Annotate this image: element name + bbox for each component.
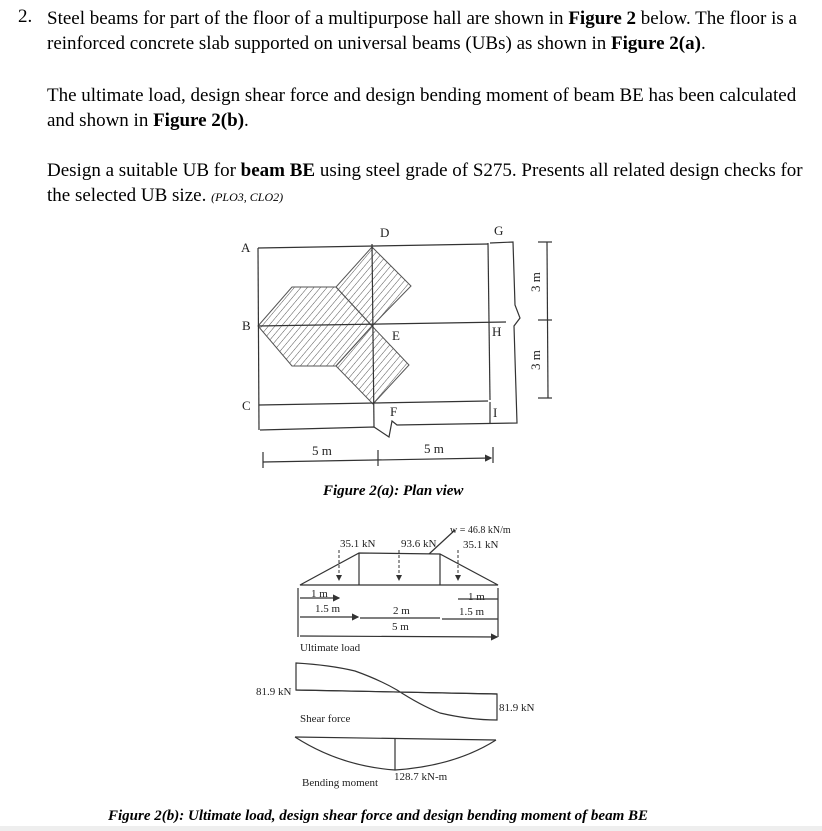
label-I: I <box>493 405 498 420</box>
outcome-codes: (PLO3, CLO2) <box>211 190 284 204</box>
figure-ref: Figure 2(a) <box>611 33 701 54</box>
load-left-label: 35.1 kN <box>340 538 376 550</box>
dim-3m-top: 3 m <box>528 272 543 292</box>
text: Design a suitable UB for <box>47 160 241 181</box>
label-F: F <box>390 404 398 419</box>
plan-view <box>241 223 552 499</box>
dim-5m: 5 m <box>392 621 409 633</box>
question-number: 2. <box>18 6 33 27</box>
label-G: G <box>494 223 504 238</box>
dim-3m-bottom: 3 m <box>528 350 543 370</box>
dim-1m-left: 1 m <box>311 588 328 600</box>
figure-ref: Figure 2 <box>568 8 637 29</box>
load-mid-label: 93.6 kN <box>401 538 437 550</box>
dim-1m-right: 1 m <box>468 591 485 603</box>
shear-left-label: 81.9 kN <box>256 686 292 698</box>
label-H: H <box>492 324 502 339</box>
shear-right-label: 81.9 kN <box>499 702 535 714</box>
shear-force-label: Shear force <box>300 713 351 725</box>
label-D: D <box>380 225 390 240</box>
dim-5m-left: 5 m <box>312 443 332 458</box>
text: The ultimate load, design shear force and design bending moment of beam BE has been calculated and shown in <box>47 85 797 131</box>
dim-1-5m-right: 1.5 m <box>459 606 485 618</box>
beam-diagrams <box>107 525 648 824</box>
text: below. The floor is a reinforced concrete slab supported on universal beams (UBs) as shown in <box>47 8 797 54</box>
label-C: C <box>242 398 251 413</box>
page-edge <box>0 826 822 831</box>
label-B: B <box>242 318 251 333</box>
text: . <box>700 33 706 54</box>
load-right-label: 35.1 kN <box>463 539 499 551</box>
dim-5m-right: 5 m <box>424 441 444 456</box>
label-A: A <box>241 240 251 255</box>
figure-ref: Figure 2(b) <box>153 110 245 131</box>
beam-ref: beam BE <box>240 160 316 181</box>
bending-moment-label: Bending moment <box>302 777 379 789</box>
text: Steel beams for part of the floor of a multipurpose hall are shown in <box>47 8 569 29</box>
figure-2a-caption: Figure 2(a): Plan view <box>323 483 464 499</box>
dim-1-5m-left: 1.5 m <box>315 603 341 615</box>
moment-max-label: 128.7 kN-m <box>394 771 448 783</box>
figure-2b-caption: Figure 2(b): Ultimate load, design shear force and design bending moment of beam BE <box>108 808 649 824</box>
udl-label: w = 46.8 kN/m <box>450 525 511 536</box>
text: using steel grade of S275. Presents all related design checks for the selected UB size. <box>47 160 803 206</box>
dim-2m: 2 m <box>393 605 410 617</box>
ultimate-load-label: Ultimate load <box>300 642 361 654</box>
text: . <box>244 110 249 131</box>
label-E: E <box>392 328 400 343</box>
